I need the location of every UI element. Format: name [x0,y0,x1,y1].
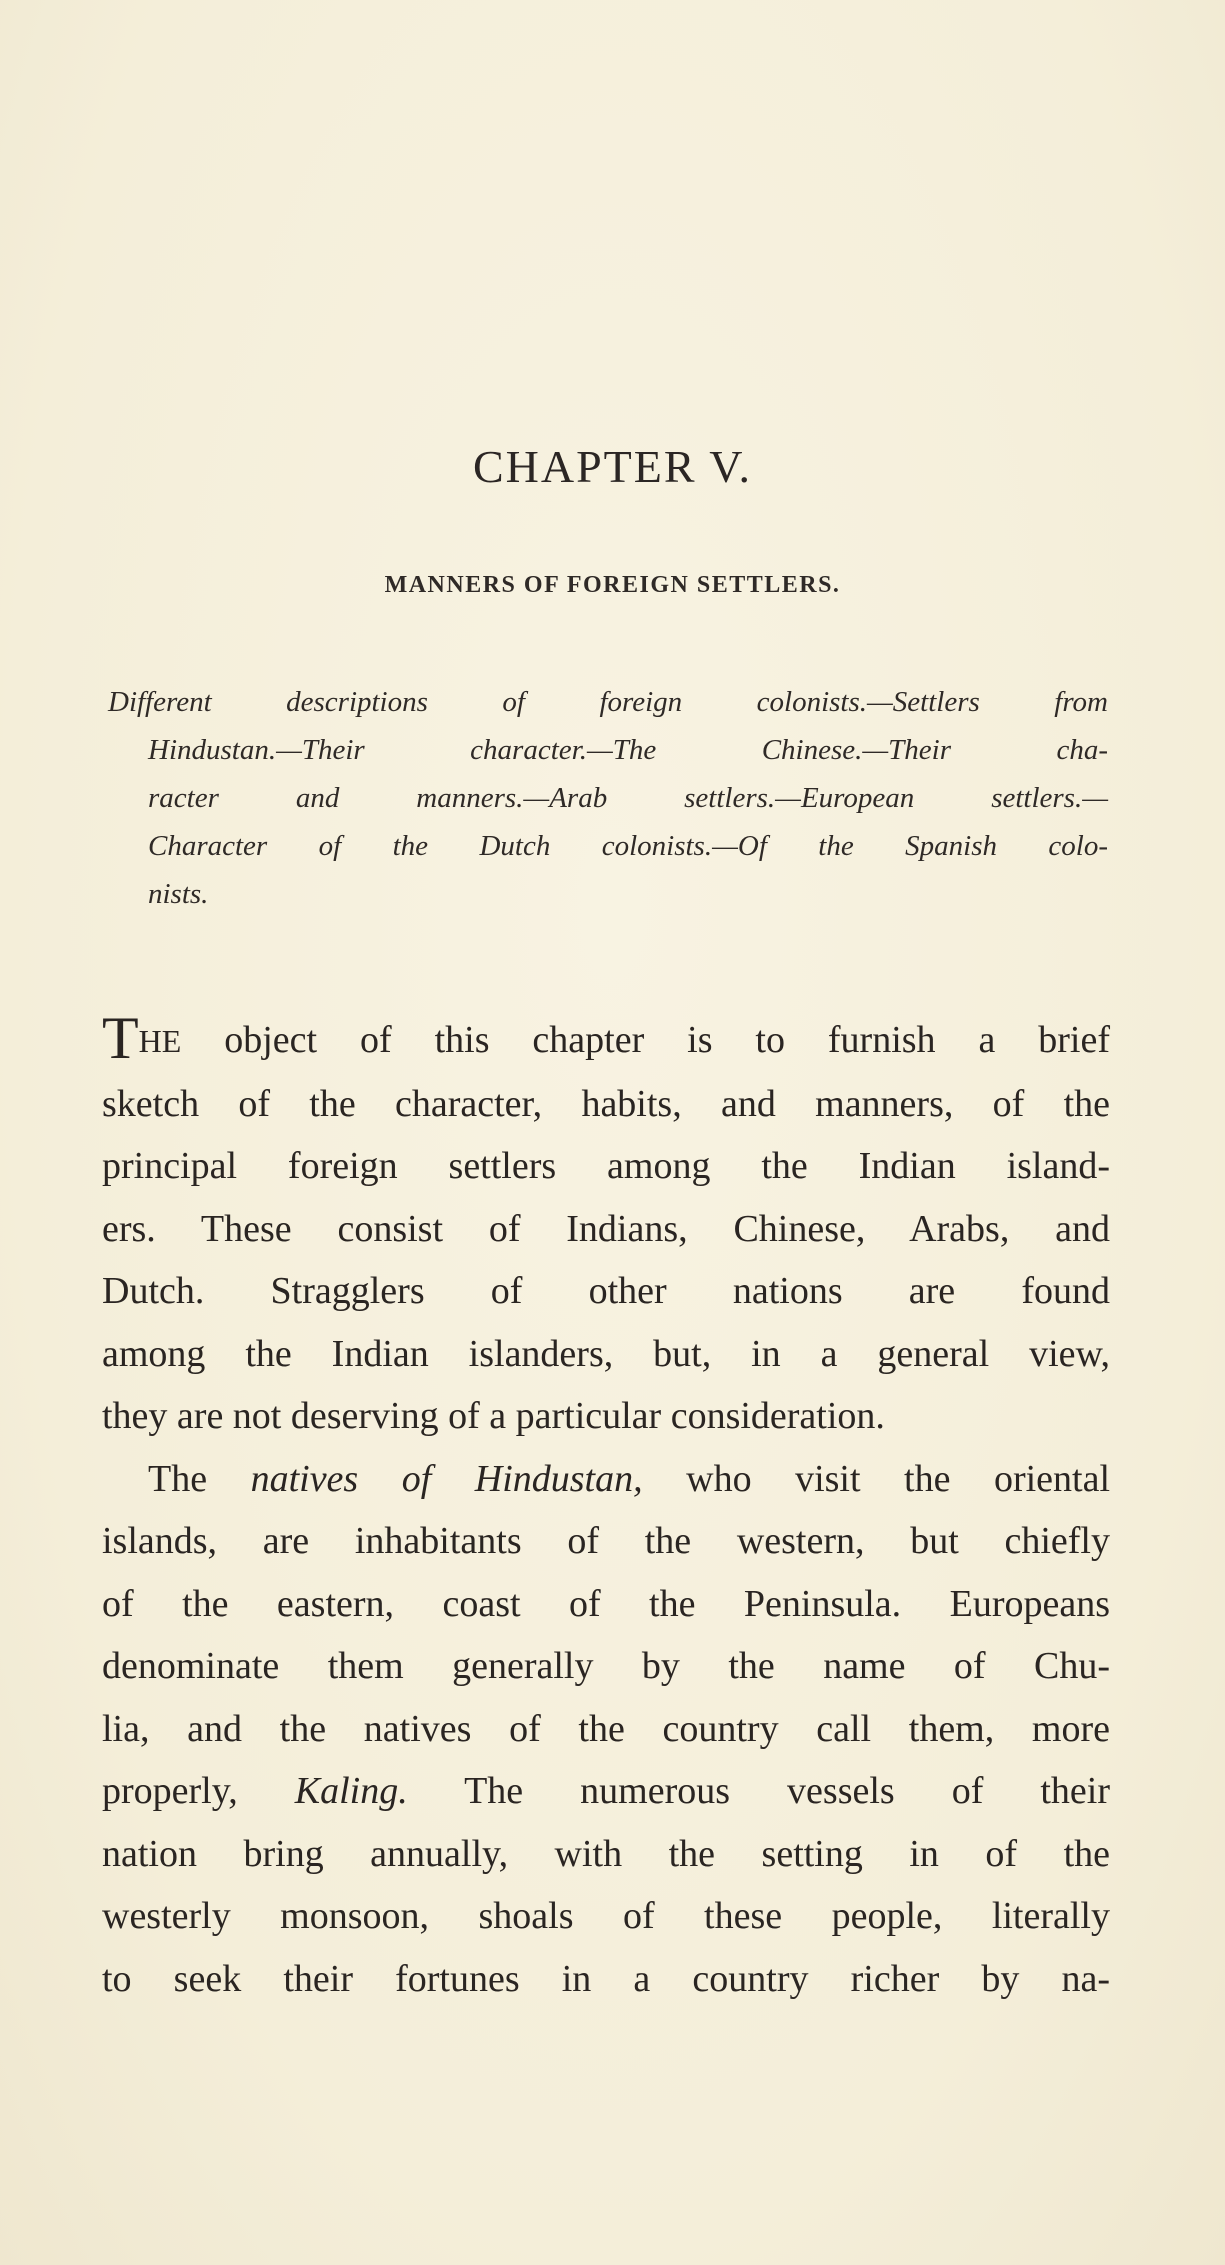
synopsis-line: Character of the Dutch colonists.—Of the Spanish colo- [148,830,1108,862]
body-line: islands, are inhabitants of the western, but chiefly [102,1520,1110,1562]
italic-phrase: natives of Hindustan, [250,1457,643,1500]
body-line-rest: object of this chapter is to furnish a brief [181,1019,1110,1061]
body-line: westerly monsoon, shoals of these people, literally [102,1895,1110,1937]
synopsis-line: Hindustan.—Their character.—The Chinese.—Their cha- [148,734,1108,766]
body-line: to seek their fortunes in a country richer by na- [102,1957,1110,2000]
body-line [102,1448,1110,1511]
body-line [102,1005,1110,1073]
section-heading: MANNERS OF FOREIGN SETTLERS. [384,572,841,598]
body-text-run: The numerous vessels of their [407,1770,1111,1812]
body-text [102,1005,1111,2010]
body-line: ers. These consist of Indians, Chinese, Arabs, and [102,1207,1110,1250]
body-line: among the Indian islanders, but, in a general view, [102,1332,1110,1375]
synopsis-line: Different descriptions of foreign colonists.—Settlers from [108,686,1108,718]
body-line: of the eastern, coast of the Peninsula. Europeans [102,1582,1110,1625]
body-line: principal foreign settlers among the Indian island- [102,1145,1110,1187]
body-line: lia, and the natives of the country call them, more [102,1707,1110,1750]
chapter-synopsis [108,678,1108,918]
body-text-run: The [148,1457,251,1500]
synopsis-line: nists. [148,878,209,910]
synopsis-line: racter and manners.—Arab settlers.—European settlers.— [148,782,1108,814]
first-word-rest: HE [138,1023,182,1059]
body-line [102,1760,1110,1823]
drop-cap: T [102,1005,139,1071]
body-line: they are not deserving of a particular consideration. [102,1395,885,1437]
body-line: denominate them generally by the name of Chu- [102,1645,1110,1687]
body-line: Dutch. Stragglers of other nations are found [102,1270,1110,1312]
body-line: sketch of the character, habits, and manners, of the [102,1082,1110,1125]
italic-phrase: Kaling. [294,1770,408,1812]
body-text-run: who visit the oriental [642,1457,1111,1500]
chapter-title: CHAPTER V. [472,441,753,492]
body-text-run: properly, [102,1770,295,1812]
body-line: nation bring annually, with the setting in of the [102,1832,1110,1875]
